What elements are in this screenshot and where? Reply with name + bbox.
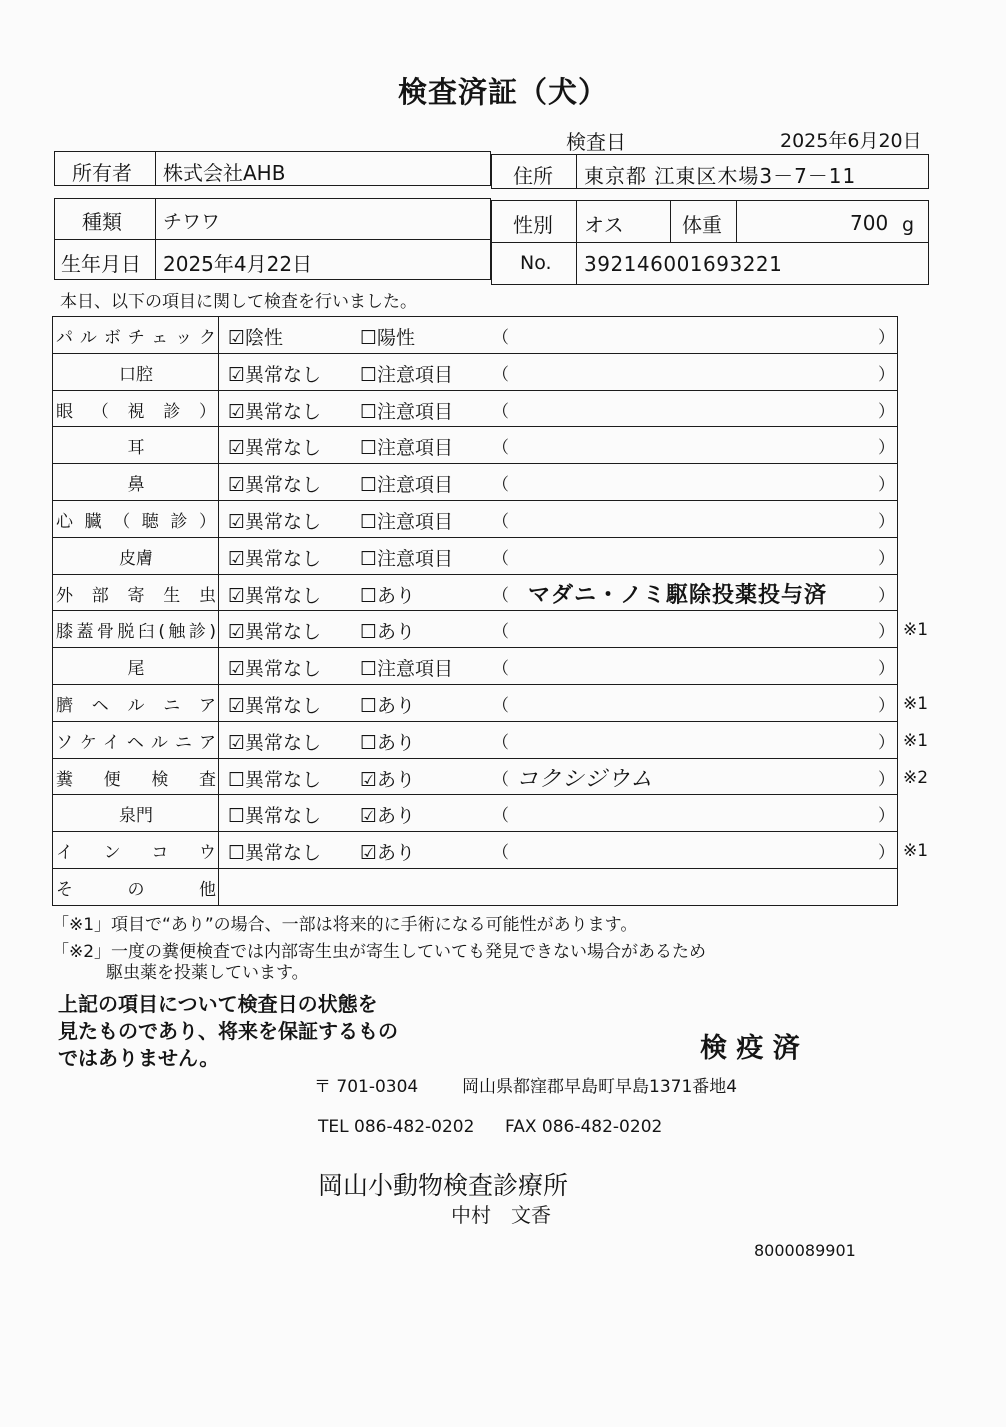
no-label: No. [520,252,552,274]
option-2-checkbox: ☐注意項目 [360,363,454,386]
option-1-checkbox: ☑異常なし [228,658,322,681]
clinic-fax: FAX 086-482-0202 [505,1117,663,1137]
sex-value: オス [584,213,624,237]
option-1-checkbox: ☑異常なし [228,400,322,423]
postal-code: 〒 701-0304 [314,1077,419,1097]
row-label: 臍ヘルニア [56,696,216,716]
handwritten-note: マダニ・ノミ駆除投薬投与済 [528,582,828,608]
table-row-divider [52,758,898,759]
option-1-checkbox: ☑異常なし [228,584,322,607]
note-close-paren: ） [878,401,895,422]
breed-label: 種類 [82,210,122,234]
option-1-checkbox: ☑異常なし [228,511,322,533]
owner-label: 所有者 [72,161,132,185]
table-row-divider [52,794,898,795]
note-close-paren: ） [878,732,895,753]
note-close-paren: ） [878,696,895,716]
note-close-paren: ） [878,328,895,348]
note-close-paren: ） [878,659,895,680]
table-row-divider [52,610,898,611]
note-open-paren: （ [492,438,509,459]
note-close-paren: ） [878,806,895,827]
row-label: インコウ [56,843,216,864]
option-1-checkbox: ☑異常なし [228,437,322,460]
note-open-paren: （ [492,328,509,348]
option-1-checkbox: ☐異常なし [228,768,322,791]
clinic-address: 岡山県都窪郡早島町早島1371番地4 [462,1077,738,1097]
note-close-paren: ） [878,438,895,459]
note-open-paren: （ [492,769,509,790]
note-close-paren: ） [878,622,895,643]
breed-value: チワワ [163,211,221,233]
vet-name: 中村 文香 [451,1203,551,1227]
note-open-paren: （ [492,622,509,643]
note-open-paren: （ [492,512,509,532]
row-label: その他 [56,880,216,900]
row-label: ソケイヘルニア [56,732,216,753]
footnote-mark: ※2 [903,767,929,788]
option-2-checkbox: ☐陽性 [360,327,416,349]
table-row-divider [52,426,898,427]
table-row-divider [52,868,898,869]
birth-value: 2025年4月22日 [163,252,313,276]
option-1-checkbox: ☑異常なし [228,695,322,717]
note-open-paren: （ [492,659,509,680]
footnote-mark: ※1 [903,620,929,641]
owner-value: 株式会社AHB [163,161,286,185]
option-1-checkbox: ☑異常なし [228,363,322,386]
note-close-paren: ） [878,364,895,385]
option-2-checkbox: ☐注意項目 [360,547,454,570]
option-2-checkbox: ☐注意項目 [360,437,454,460]
option-1-checkbox: ☐異常なし [228,805,322,828]
document-number: 8000089901 [754,1241,856,1260]
table-row-divider [52,647,898,648]
quarantine-stamp: 検 疫 済 [700,1033,800,1064]
option-2-checkbox: ☐注意項目 [360,474,454,497]
disclaimer-line-1: 上記の項目について検査日の状態を [58,992,378,1016]
footnote-1: 「※1」項目で“あり”の場合、一部は将来的に手術になる可能性があります。 [52,915,638,935]
footnote-2-cont: 駆虫薬を投薬しています。 [106,963,309,983]
row-label: 眼（視診） [56,401,216,422]
intro-text: 本日、以下の項目に関して検査を行いました。 [60,292,417,312]
row-label: パルボチェック [56,328,216,348]
note-open-paren: （ [492,364,509,385]
option-1-checkbox: ☑異常なし [228,621,322,644]
note-open-paren: （ [492,585,509,606]
no-value: 392146001693221 [584,252,783,276]
note-close-paren: ） [878,843,895,864]
option-1-checkbox: ☑陰性 [228,327,284,349]
note-open-paren: （ [492,475,509,496]
weight-unit: g [902,214,915,236]
row-label: 泉門 [119,806,153,827]
option-2-checkbox: ☐あり [360,695,416,717]
option-2-checkbox: ☑あり [360,842,416,865]
note-close-paren: ） [878,585,895,606]
row-label: 膝蓋骨脱臼(触診) [56,622,216,643]
option-2-checkbox: ☐あり [360,731,416,754]
row-label: 外部寄生虫 [56,585,216,606]
option-1-checkbox: ☑異常なし [228,474,322,497]
table-row-divider [52,390,898,391]
note-open-paren: （ [492,696,509,716]
option-2-checkbox: ☐注意項目 [360,511,454,533]
note-close-paren: ） [878,769,895,790]
table-row-divider [52,831,898,832]
footnote-2: 「※2」一度の糞便検査では内部寄生虫が寄生していても発見できない場合があるため [52,942,707,962]
note-close-paren: ） [878,475,895,496]
disclaimer-line-3: ではありません。 [58,1046,220,1070]
option-2-checkbox: ☐注意項目 [360,400,454,423]
footnote-mark: ※1 [903,694,929,714]
option-2-checkbox: ☐注意項目 [360,658,454,681]
note-open-paren: （ [492,843,509,864]
row-label: 尾 [127,659,145,680]
row-label: 心臓（聴診） [56,512,216,532]
table-row-divider [52,463,898,464]
address-label: 住所 [513,164,553,188]
note-open-paren: （ [492,401,509,422]
row-label: 糞便検査 [56,769,216,790]
option-1-checkbox: ☑異常なし [228,731,322,754]
row-label: 鼻 [127,475,145,496]
weight-label: 体重 [682,213,722,237]
note-open-paren: （ [492,548,509,569]
birth-label: 生年月日 [61,252,141,276]
page-title: 検査済証（犬） [397,75,608,109]
option-1-checkbox: ☐異常なし [228,842,322,865]
sex-label: 性別 [513,213,553,237]
handwritten-note: コクシジウム [516,766,654,792]
note-close-paren: ） [878,512,895,532]
note-open-paren: （ [492,732,509,753]
option-2-checkbox: ☐あり [360,584,416,607]
row-label: 口腔 [119,364,153,385]
table-row-divider [52,721,898,722]
footnote-mark: ※1 [903,841,929,862]
table-row-divider [52,574,898,575]
row-label: 耳 [127,438,145,459]
option-1-checkbox: ☑異常なし [228,547,322,570]
clinic-name: 岡山小動物検査診療所 [318,1171,569,1200]
note-open-paren: （ [492,806,509,827]
disclaimer-line-2: 見たものであり、将来を保証するもの [58,1019,398,1043]
row-label: 皮膚 [119,548,153,569]
table-row-divider [52,353,898,354]
table-row-divider [52,537,898,538]
exam-date: 2025年6月20日 [780,130,922,152]
table-row-divider [52,500,898,501]
footnote-mark: ※1 [903,730,929,751]
option-2-checkbox: ☑あり [360,805,416,828]
note-close-paren: ） [878,548,895,569]
weight-value: 700 [850,211,889,235]
option-2-checkbox: ☑あり [360,768,416,791]
table-row-divider [52,684,898,685]
clinic-tel: TEL 086-482-0202 [318,1117,475,1137]
exam-date-label: 検査日 [566,130,626,154]
address-value: 東京都 江東区木場3－7－11 [584,164,857,188]
option-2-checkbox: ☐あり [360,621,416,644]
